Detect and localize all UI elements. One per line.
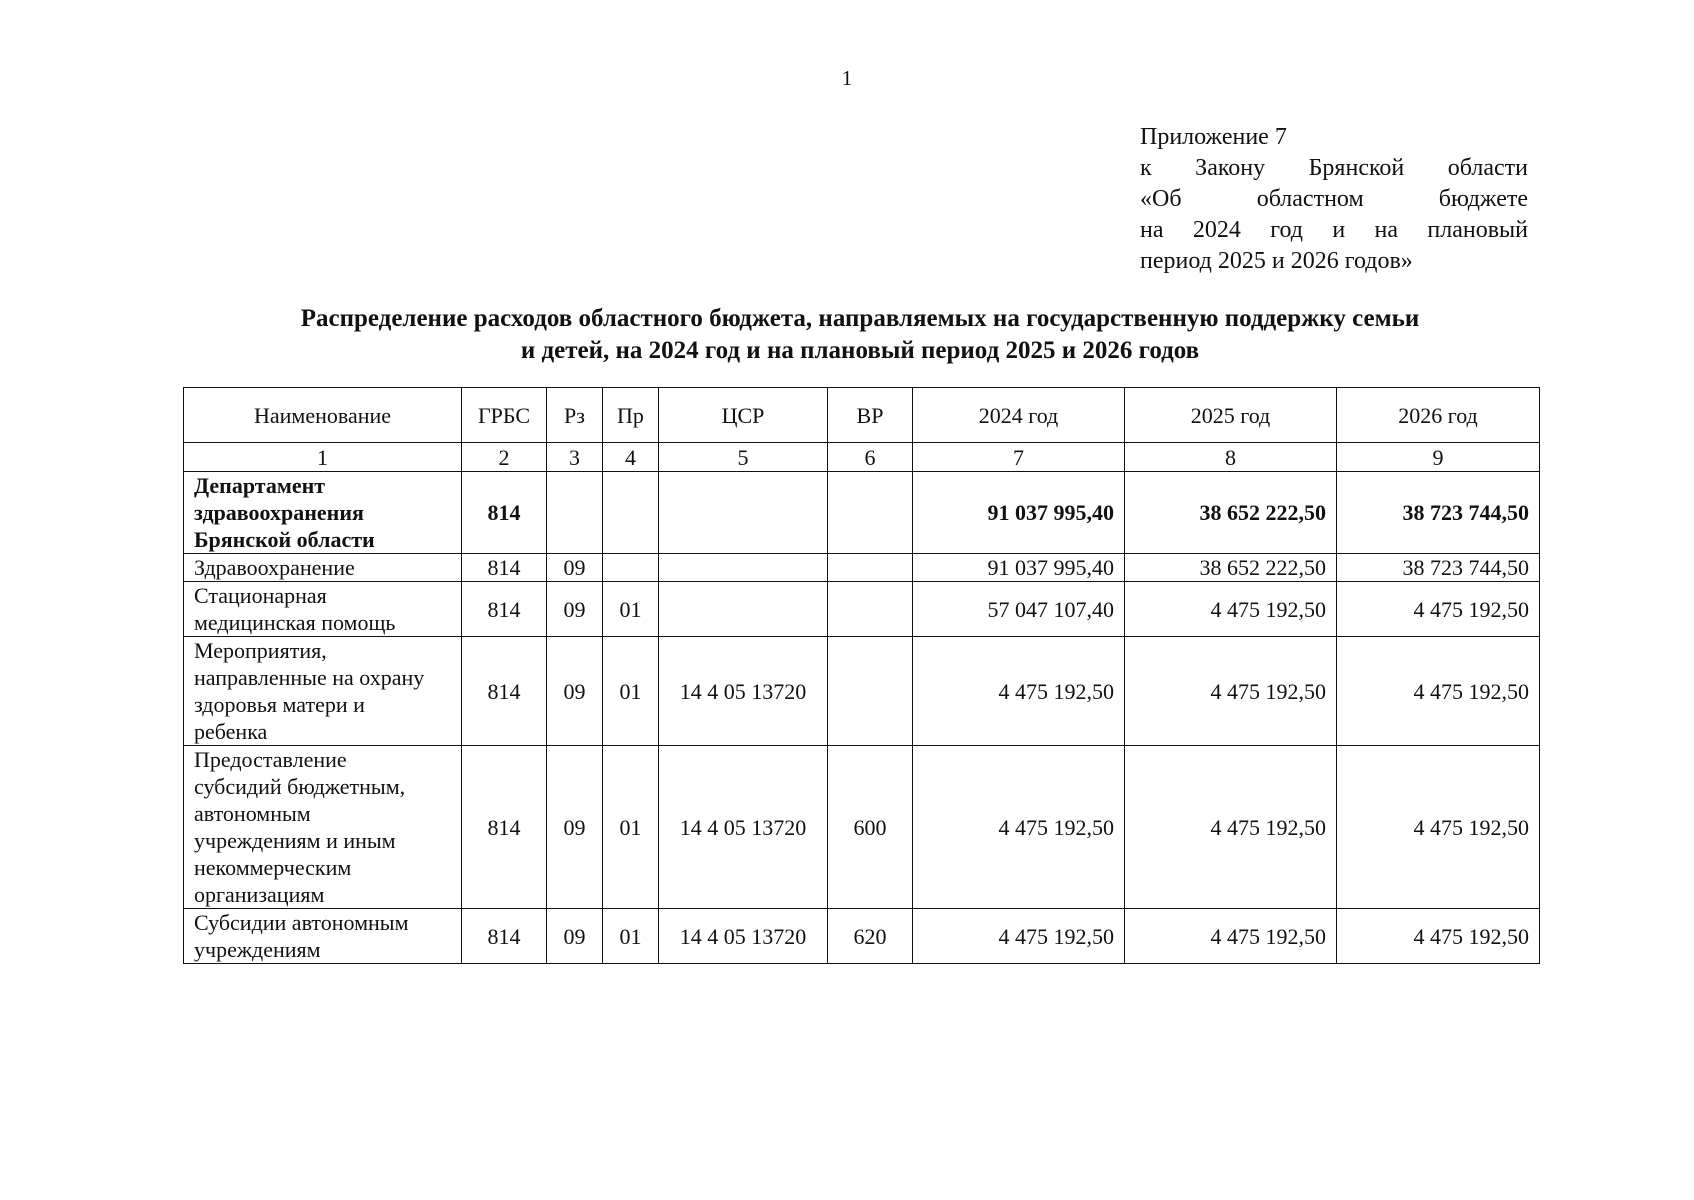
header-rz: Рз	[547, 388, 603, 443]
title-line: Распределение расходов областного бюджета, направляемых на государственную поддержку семьи	[300, 305, 1420, 332]
cell-name-line: автономным	[194, 801, 311, 826]
cell-name-line: учреждениям и иным	[194, 828, 396, 853]
cell-rz: 09	[547, 746, 603, 909]
column-number: 1	[184, 443, 462, 472]
cell-pr	[603, 554, 659, 582]
cell-amount-2025: 4 475 192,50	[1125, 909, 1337, 964]
cell-name-line: Стационарная	[194, 583, 327, 608]
cell-rz: 09	[547, 909, 603, 964]
cell-name	[184, 554, 462, 582]
cell-amount-2024: 4 475 192,50	[913, 746, 1125, 909]
cell-grbs: 814	[462, 909, 547, 964]
cell-amount-2025: 4 475 192,50	[1125, 746, 1337, 909]
cell-csr: 14 4 05 13720	[659, 746, 828, 909]
cell-amount-2024: 57 047 107,40	[913, 582, 1125, 637]
cell-rz	[547, 472, 603, 554]
cell-name-line: Департамент	[194, 473, 326, 498]
cell-amount-2026: 38 723 744,50	[1337, 554, 1540, 582]
table-body	[184, 443, 1540, 964]
cell-pr: 01	[603, 909, 659, 964]
cell-csr: 14 4 05 13720	[659, 637, 828, 746]
cell-name-line: медицинская помощь	[194, 610, 396, 635]
cell-amount-2024: 4 475 192,50	[913, 637, 1125, 746]
budget-table	[183, 387, 1540, 964]
appendix-note	[1140, 122, 1528, 277]
table-row	[184, 909, 1540, 964]
cell-amount-2026: 4 475 192,50	[1337, 909, 1540, 964]
cell-vr: 600	[828, 746, 913, 909]
cell-name	[184, 582, 462, 637]
cell-name-line: учреждениям	[194, 937, 321, 962]
cell-csr: 14 4 05 13720	[659, 909, 828, 964]
header-csr: ЦСР	[659, 388, 828, 443]
cell-name-line: субсидий бюджетным,	[194, 774, 406, 799]
cell-rz: 09	[547, 582, 603, 637]
cell-name-line: Мероприятия,	[194, 638, 327, 663]
cell-csr	[659, 472, 828, 554]
cell-pr: 01	[603, 637, 659, 746]
cell-amount-2025: 4 475 192,50	[1125, 637, 1337, 746]
page-number: 1	[841, 66, 853, 90]
cell-name-line: направленные на охрану	[194, 665, 425, 690]
cell-csr	[659, 582, 828, 637]
cell-grbs: 814	[462, 554, 547, 582]
cell-rz: 09	[547, 554, 603, 582]
cell-pr	[603, 472, 659, 554]
column-number-row	[184, 443, 1540, 472]
cell-rz: 09	[547, 637, 603, 746]
appendix-line: к Закону Брянской области	[1140, 155, 1528, 181]
cell-amount-2025: 38 652 222,50	[1125, 554, 1337, 582]
appendix-line: на 2024 год и на плановый	[1140, 217, 1528, 243]
header-name: Наименование	[184, 388, 462, 443]
cell-amount-2026: 4 475 192,50	[1337, 637, 1540, 746]
column-number: 4	[603, 443, 659, 472]
cell-name-line: Здравоохранение	[194, 555, 355, 580]
cell-name	[184, 746, 462, 909]
cell-name-line: Субсидии автономным	[194, 910, 409, 935]
cell-name	[184, 637, 462, 746]
cell-grbs: 814	[462, 746, 547, 909]
cell-vr: 620	[828, 909, 913, 964]
header-2024: 2024 год	[913, 388, 1125, 443]
cell-amount-2026: 4 475 192,50	[1337, 582, 1540, 637]
appendix-line: «Об областном бюджете	[1140, 186, 1528, 212]
header-2025: 2025 год	[1125, 388, 1337, 443]
title-line: и детей, на 2024 год и на плановый период 2025 и 2026 годов	[520, 337, 1200, 364]
cell-amount-2026: 38 723 744,50	[1337, 472, 1540, 554]
cell-vr	[828, 637, 913, 746]
column-number: 8	[1125, 443, 1337, 472]
cell-name-line: здравоохранения	[194, 500, 364, 525]
appendix-line: период 2025 и 2026 годов»	[1140, 248, 1413, 274]
column-number: 7	[913, 443, 1125, 472]
column-number: 9	[1337, 443, 1540, 472]
cell-amount-2024: 4 475 192,50	[913, 909, 1125, 964]
cell-csr	[659, 554, 828, 582]
cell-amount-2024: 91 037 995,40	[913, 472, 1125, 554]
cell-name	[184, 909, 462, 964]
table-row	[184, 746, 1540, 909]
table-row	[184, 472, 1540, 554]
cell-name-line: здоровья матери и	[194, 692, 365, 717]
header-grbs: ГРБС	[462, 388, 547, 443]
document-title	[180, 303, 1540, 367]
header-row	[184, 388, 1540, 443]
header-pr: Пр	[603, 388, 659, 443]
cell-grbs: 814	[462, 472, 547, 554]
column-number: 3	[547, 443, 603, 472]
cell-grbs: 814	[462, 582, 547, 637]
cell-name-line: организациям	[194, 882, 325, 907]
cell-amount-2026: 4 475 192,50	[1337, 746, 1540, 909]
cell-name	[184, 472, 462, 554]
cell-pr: 01	[603, 746, 659, 909]
cell-name-line: некоммерческим	[194, 855, 352, 880]
cell-name-line: Предоставление	[194, 747, 347, 772]
table-row	[184, 582, 1540, 637]
cell-vr	[828, 472, 913, 554]
table-row	[184, 637, 1540, 746]
table-row	[184, 554, 1540, 582]
cell-vr	[828, 554, 913, 582]
header-vr: ВР	[828, 388, 913, 443]
cell-name-line: Брянской области	[194, 527, 375, 552]
column-number: 6	[828, 443, 913, 472]
cell-name-line: ребенка	[194, 719, 268, 744]
cell-amount-2025: 38 652 222,50	[1125, 472, 1337, 554]
cell-amount-2024: 91 037 995,40	[913, 554, 1125, 582]
column-number: 5	[659, 443, 828, 472]
column-number: 2	[462, 443, 547, 472]
header-2026: 2026 год	[1337, 388, 1540, 443]
cell-amount-2025: 4 475 192,50	[1125, 582, 1337, 637]
cell-vr	[828, 582, 913, 637]
cell-pr: 01	[603, 582, 659, 637]
cell-grbs: 814	[462, 637, 547, 746]
appendix-line: Приложение 7	[1140, 124, 1287, 150]
